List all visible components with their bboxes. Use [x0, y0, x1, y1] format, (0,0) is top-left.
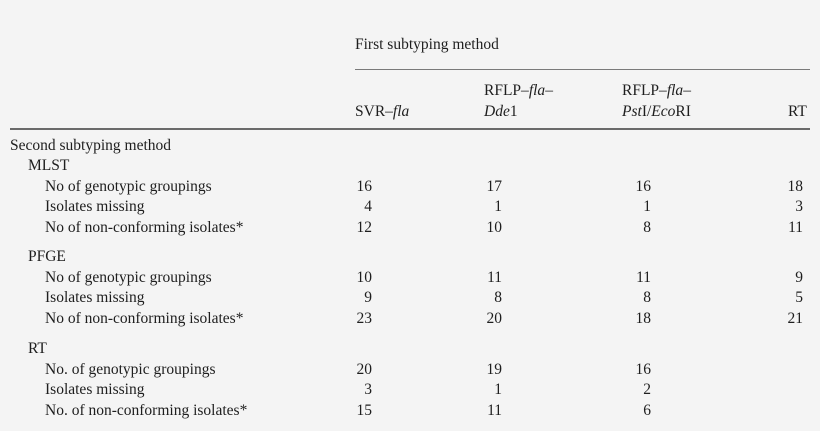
- header-text-part: –: [545, 82, 553, 99]
- cell-value: 23: [356, 309, 372, 327]
- row-label: No of genotypic groupings: [45, 268, 212, 286]
- cell-value: 11: [487, 268, 502, 286]
- cell-value: 21: [787, 309, 803, 327]
- column-header-line2: [484, 104, 518, 120]
- cell-value: 11: [788, 218, 803, 236]
- cell-value: 11: [487, 401, 502, 419]
- cell-value: 3: [795, 198, 803, 215]
- row-label: No of non-conforming isolates*: [45, 218, 244, 236]
- header-text-part: SVR–: [355, 103, 393, 120]
- row-header-title: Second subtyping method: [10, 137, 172, 154]
- header-text-part: –: [683, 82, 691, 99]
- header-text-part: RI: [675, 103, 691, 120]
- cell-value: 6: [643, 401, 651, 419]
- cell-value: 8: [643, 289, 651, 306]
- header-text-part: RFLP–: [622, 82, 667, 99]
- spanner-rule: [355, 69, 810, 70]
- column-header-line1: [622, 83, 691, 99]
- header-text-part: RT: [788, 103, 807, 120]
- cell-value: 8: [494, 289, 502, 306]
- column-header-line2: [788, 104, 807, 120]
- cell-value: 1: [643, 198, 651, 215]
- cell-value: 4: [364, 198, 372, 215]
- cell-value: 15: [356, 401, 372, 419]
- cell-value: 9: [795, 268, 803, 286]
- row-label: Isolates missing: [45, 198, 145, 215]
- cell-value: 8: [643, 218, 651, 236]
- row-label: No of genotypic groupings: [45, 177, 212, 195]
- cell-value: 5: [795, 289, 803, 306]
- cell-value: 10: [356, 268, 372, 286]
- header-text-part: fla: [528, 82, 546, 99]
- cell-value: 20: [356, 360, 372, 378]
- cell-value: 20: [486, 309, 502, 327]
- cell-value: 16: [356, 177, 372, 195]
- row-label: No of non-conforming isolates*: [45, 309, 244, 327]
- header-text-part: Pst: [622, 103, 642, 120]
- header-text-part: 1: [509, 103, 518, 120]
- header-text-part: RFLP–: [484, 82, 529, 99]
- group-header: PFGE: [28, 248, 66, 265]
- cell-value: 19: [486, 360, 502, 378]
- row-label: No. of genotypic groupings: [45, 360, 216, 378]
- group-header: RT: [28, 340, 47, 357]
- cell-value: 9: [364, 289, 372, 306]
- row-label: Isolates missing: [45, 289, 145, 306]
- group-header: MLST: [28, 157, 70, 174]
- cell-value: 11: [636, 268, 651, 286]
- cell-value: 18: [787, 177, 803, 195]
- header-text-part: fla: [392, 103, 410, 120]
- header-rule: [10, 128, 810, 130]
- cell-value: 12: [356, 218, 372, 236]
- column-header-line1: [484, 83, 553, 99]
- cell-value: 18: [635, 309, 651, 327]
- cell-value: 16: [635, 360, 651, 378]
- cell-value: 3: [364, 381, 372, 398]
- cell-value: 10: [486, 218, 502, 236]
- header-text-part: fla: [666, 82, 684, 99]
- header-text-part: Dde: [484, 103, 510, 120]
- spanner-header: First subtyping method: [355, 36, 499, 53]
- row-label: Isolates missing: [45, 381, 145, 398]
- cell-value: 2: [643, 381, 651, 398]
- cell-value: 16: [635, 177, 651, 195]
- row-label: No. of non-conforming isolates*: [45, 401, 248, 419]
- cell-value: 17: [486, 177, 502, 195]
- header-text-part: Eco: [651, 103, 676, 120]
- column-header-line2: [355, 104, 409, 120]
- header-text-part: I/: [641, 103, 652, 120]
- cell-value: 1: [494, 198, 502, 215]
- cell-value: 1: [494, 381, 502, 398]
- column-header-line2: [622, 104, 691, 120]
